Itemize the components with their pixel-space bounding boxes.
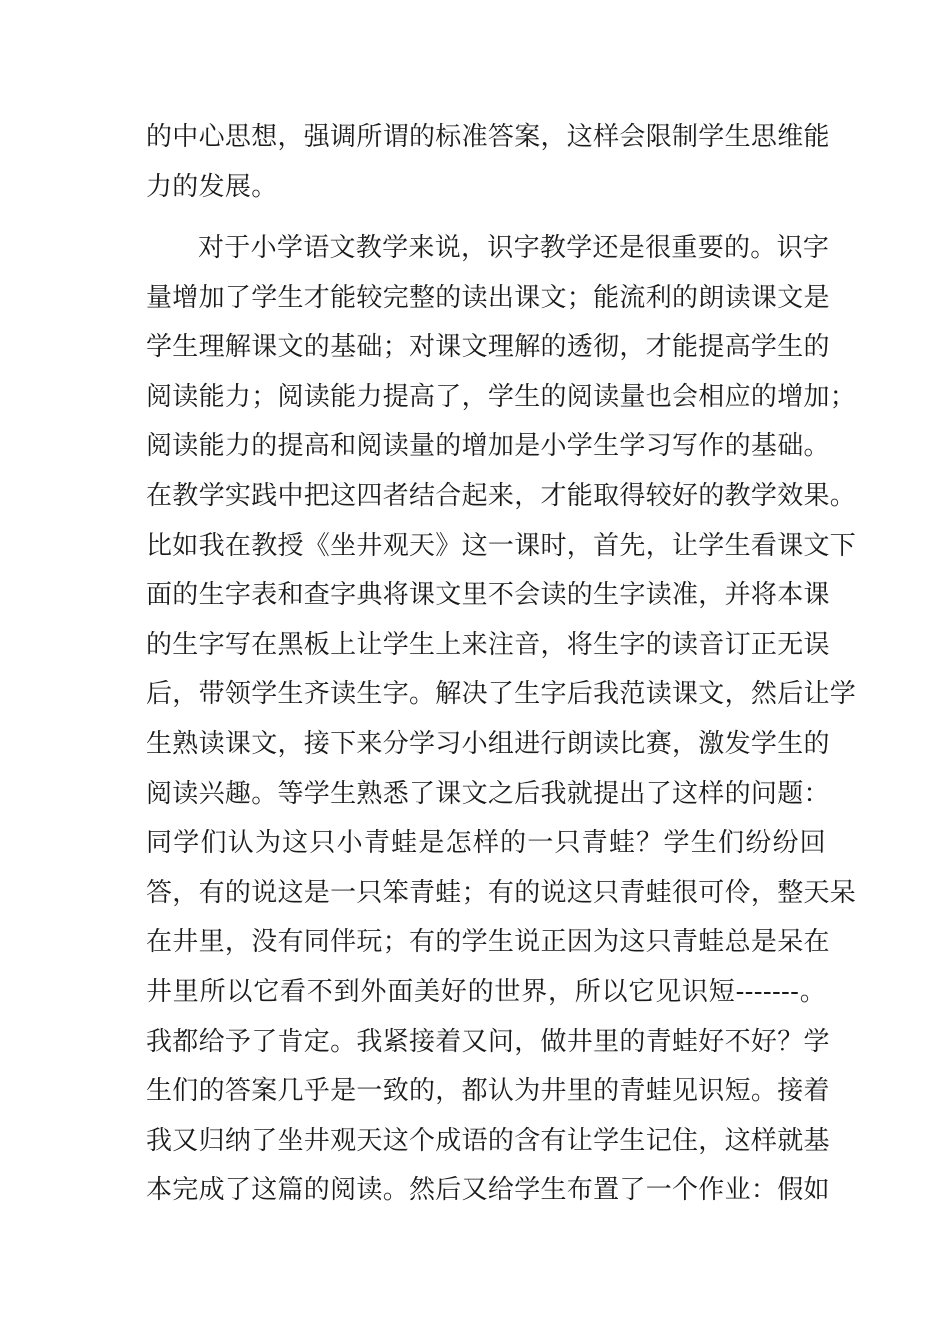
paragraph-line: 的生字写在黑板上让学生上来注音，将生字的读音订正无误 <box>146 629 830 660</box>
paragraph-line: 阅读能力；阅读能力提高了，学生的阅读量也会相应的增加； <box>146 381 857 412</box>
paragraph-line: 生熟读课文，接下来分学习小组进行朗读比赛，激发学生的 <box>146 728 830 759</box>
paragraph-line: 后，带领学生齐读生字。解决了生字后我范读课文，然后让学 <box>146 679 857 710</box>
paragraph-line: 力的发展。 <box>146 171 278 202</box>
paragraph-line: 学生理解课文的基础；对课文理解的透彻，才能提高学生的 <box>146 332 830 363</box>
paragraph-line: 生们的答案几乎是一致的，都认为井里的青蛙见识短。接着 <box>146 1076 830 1107</box>
paragraph-line: 我都给予了肯定。我紧接着又问，做井里的青蛙好不好？学 <box>146 1026 830 1057</box>
paragraph-line: 在井里，没有同伴玩；有的学生说正因为这只青蛙总是呆在 <box>146 927 830 958</box>
paragraph-line: 我又归纳了坐井观天这个成语的含有让学生记住，这样就基 <box>146 1125 830 1156</box>
paragraph-line: 在教学实践中把这四者结合起来，才能取得较好的教学效果。 <box>146 480 857 511</box>
paragraph-line: 面的生字表和查字典将课文里不会读的生字读准，并将本课 <box>146 580 830 611</box>
paragraph-line: 对于小学语文教学来说，识字教学还是很重要的。识字 <box>198 233 830 263</box>
paragraph-line: 阅读兴趣。等学生熟悉了课文之后我就提出了这样的问题： <box>146 778 830 809</box>
paragraph-line: 井里所以它看不到外面美好的世界，所以它见识短-------。 <box>146 976 826 1007</box>
paragraph-line: 答，有的说这是一只笨青蛙；有的说这只青蛙很可伶，整天呆 <box>146 877 857 908</box>
paragraph-1 <box>146 113 830 212</box>
paragraph-line: 量增加了学生才能较完整的读出课文；能流利的朗读课文是 <box>146 282 830 313</box>
paragraph-line: 的中心思想，强调所谓的标准答案，这样会限制学生思维能 <box>146 122 830 152</box>
paragraph-line: 本完成了这篇的阅读。然后又给学生布置了一个作业：假如 <box>146 1175 830 1206</box>
paragraph-line: 阅读能力的提高和阅读量的增加是小学生学习写作的基础。 <box>146 431 830 462</box>
paragraph-line: 同学们认为这只小青蛙是怎样的一只青蛙？学生们纷纷回 <box>146 828 826 859</box>
paragraph-line: 比如我在教授《坐井观天》这一课时，首先，让学生看课文下 <box>146 530 857 561</box>
paragraph-2 <box>146 224 857 1216</box>
